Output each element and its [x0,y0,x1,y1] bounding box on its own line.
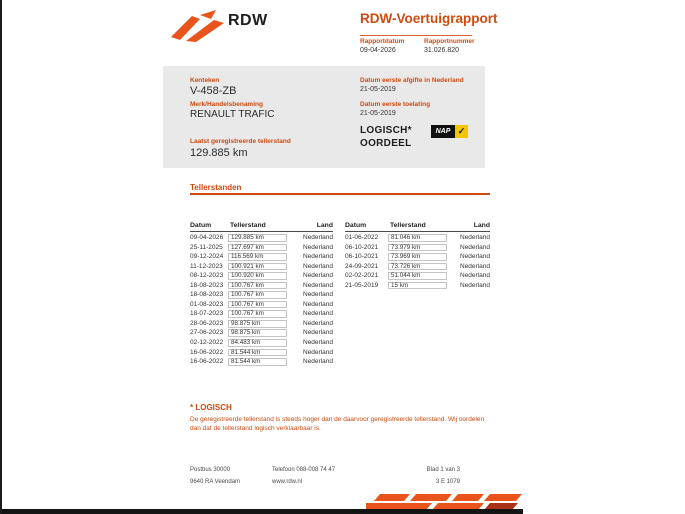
row-datum: 28-06-2023 [190,319,224,327]
row-tellerstand: 98.875 km [231,329,261,337]
nap-logo-text: NAP [431,125,455,138]
footer-telefoon: Telefoon 088-008 74 47 [272,467,336,473]
row-datum: 08-12-2023 [190,272,224,280]
report-date-value: 09-04-2026 [360,47,396,54]
rdw-logo-icon [170,10,224,42]
tellerstanden-rows-right [345,233,490,290]
footer-website: www.rdw.nl [272,479,303,485]
row-tellerstand-box [228,329,287,337]
table-row [345,262,490,272]
row-datum: 18-08-2023 [190,281,224,289]
row-datum: 27-06-2023 [190,329,224,337]
row-land: Nederland [460,281,490,289]
col-header-tellerstand-right: Tellerstand [390,222,426,229]
row-tellerstand-box [228,310,287,318]
row-tellerstand-box [228,282,287,290]
row-tellerstand: 129.885 km [231,234,264,241]
row-tellerstand: 116.569 km [231,253,264,261]
footer-form-code: 3 E 1079 [435,479,460,485]
row-land: Nederland [303,272,333,280]
col-header-datum-left: Datum [190,222,212,229]
row-tellerstand-box [228,358,287,366]
table-row [190,271,333,281]
tellerstanden-title-rule [190,193,490,195]
laatste-tellerstand-value: 129.885 km [190,147,248,159]
row-tellerstand: 73.979 km [391,243,421,251]
footer-plaats: 9640 RA Veendam [190,479,241,485]
row-tellerstand-box [228,339,287,347]
row-datum: 24-09-2021 [345,262,379,270]
table-row [190,281,333,291]
row-land: Nederland [303,300,333,308]
tellerstanden-rows-left [190,233,333,367]
table-row [190,252,333,262]
row-tellerstand-box [228,349,287,357]
merk-label: Merk/Handelsbenaming [190,101,263,108]
row-land: Nederland [303,329,333,337]
row-tellerstand-box [228,234,287,242]
laatste-tellerstand-label: Laatst geregistreerde tellerstand [190,138,291,145]
eerste-toelating-label: Datum eerste toelating [360,101,431,108]
table-row [190,290,333,300]
row-tellerstand: 73.969 km [391,253,421,261]
eerste-toelating-value: 21-05-2019 [360,110,396,117]
table-row [345,233,490,243]
page-bottom-edge [0,509,523,514]
row-tellerstand-box [228,301,287,309]
row-datum: 02-02-2021 [345,272,379,280]
row-tellerstand-box [388,244,447,252]
table-row [345,243,490,253]
col-header-land-left: Land [316,222,333,229]
row-tellerstand: 84.483 km [231,339,261,347]
document-title: RDW-Voertuigrapport [360,11,498,26]
row-land: Nederland [303,348,333,356]
header-rule-left [190,231,333,232]
report-number-value: 31.026.820 [424,47,460,54]
row-land: Nederland [303,243,333,251]
row-datum: 18-08-2023 [190,291,224,299]
row-land: Nederland [303,310,333,318]
row-tellerstand-box [388,272,447,280]
row-datum: 09-04-2026 [190,234,224,241]
row-tellerstand: 127.697 km [231,243,264,251]
col-header-tellerstand-left: Tellerstand [230,222,266,229]
row-tellerstand: 100.921 km [231,262,264,270]
row-tellerstand: 15 km [391,281,409,289]
row-datum: 09-12-2024 [190,253,224,261]
eerste-afgifte-value: 21-05-2019 [360,86,396,93]
table-row [190,319,333,329]
row-datum: 02-12-2022 [190,339,224,347]
report-date-label: Rapportdatum [360,38,405,45]
row-tellerstand: 73.726 km [391,262,421,270]
row-land: Nederland [303,291,333,299]
kenteken-value: V-458-ZB [190,85,237,97]
report-number-label: Rapportnummer [424,38,475,45]
table-row [190,262,333,272]
row-datum: 18-07-2023 [190,310,224,318]
footer-page-number: Blad 1 van 3 [426,467,460,473]
row-land: Nederland [303,319,333,327]
row-tellerstand: 100.767 km [231,291,264,299]
row-datum: 16-06-2022 [190,358,224,366]
nap-check-icon: ✓ [455,125,468,138]
table-row [190,357,333,367]
row-land: Nederland [460,243,490,251]
header-divider [360,35,472,36]
col-header-datum-right: Datum [345,222,367,229]
row-land: Nederland [460,253,490,261]
row-land: Nederland [460,234,490,241]
row-tellerstand: 100.767 km [231,281,264,289]
row-land: Nederland [303,253,333,261]
row-datum: 16-06-2022 [190,348,224,356]
eerste-afgifte-label: Datum eerste afgifte in Nederland [360,77,464,84]
row-land: Nederland [303,281,333,289]
row-tellerstand: 98.875 km [231,319,261,327]
row-tellerstand-box [388,282,447,290]
row-tellerstand: 100.920 km [231,272,264,280]
row-tellerstand-box [388,253,447,261]
footer-postbus: Postbus 30000 [190,467,231,473]
row-tellerstand: 100.767 km [231,310,264,318]
kenteken-label: Kenteken [190,77,220,84]
table-row [345,271,490,281]
logisch-footnote-text: De geregistreerde tellerstand is steeds hoger dan de daarvoor geregistreerde tellerstand. Wij oordelen dan dat de tellerstand logisch verklaarbaar is. [190,416,485,432]
oordeel-line1: LOGISCH* [360,125,412,136]
row-tellerstand-box [228,272,287,280]
row-land: Nederland [460,272,490,280]
rdw-stripes-graphic [366,494,522,510]
row-tellerstand-box [228,320,287,328]
row-tellerstand-box [228,244,287,252]
rdw-logo-text: RDW [228,12,268,29]
row-tellerstand-box [228,263,287,271]
table-row [345,281,490,291]
row-datum: 11-12-2023 [190,262,223,270]
row-datum: 25-11-2025 [190,243,223,251]
row-datum: 01-06-2022 [345,234,379,241]
row-tellerstand: 51.044 km [391,272,421,280]
table-row [190,243,333,253]
row-datum: 21-05-2019 [345,281,379,289]
oordeel-line2: OORDEEL [360,138,412,149]
row-tellerstand-box [388,234,447,242]
nap-logo [431,125,468,138]
table-row [345,252,490,262]
table-row [190,309,333,319]
header-rule-right [345,231,490,232]
row-tellerstand: 81.046 km [391,234,421,241]
row-land: Nederland [303,358,333,366]
row-land: Nederland [303,262,333,270]
row-tellerstand-box [388,263,447,271]
row-land: Nederland [303,234,333,241]
tellerstanden-title: Tellerstanden [190,183,242,192]
row-tellerstand: 81.544 km [231,358,261,366]
table-row [190,300,333,310]
vehicle-summary-panel [163,66,485,168]
table-row [190,328,333,338]
col-header-land-right: Land [473,222,490,229]
row-tellerstand: 100.767 km [231,300,264,308]
row-datum: 06-10-2021 [345,243,379,251]
row-tellerstand: 81.544 km [231,348,261,356]
merk-value: RENAULT TRAFIC [190,109,275,120]
row-land: Nederland [460,262,490,270]
table-row [190,348,333,358]
page-left-edge [0,0,2,514]
row-tellerstand-box [228,253,287,261]
table-row [190,233,333,243]
row-datum: 01-08-2023 [190,300,224,308]
row-datum: 06-10-2021 [345,253,379,261]
table-row [190,338,333,348]
logisch-footnote-title: * LOGISCH [190,403,232,412]
row-land: Nederland [303,339,333,347]
row-tellerstand-box [228,291,287,299]
